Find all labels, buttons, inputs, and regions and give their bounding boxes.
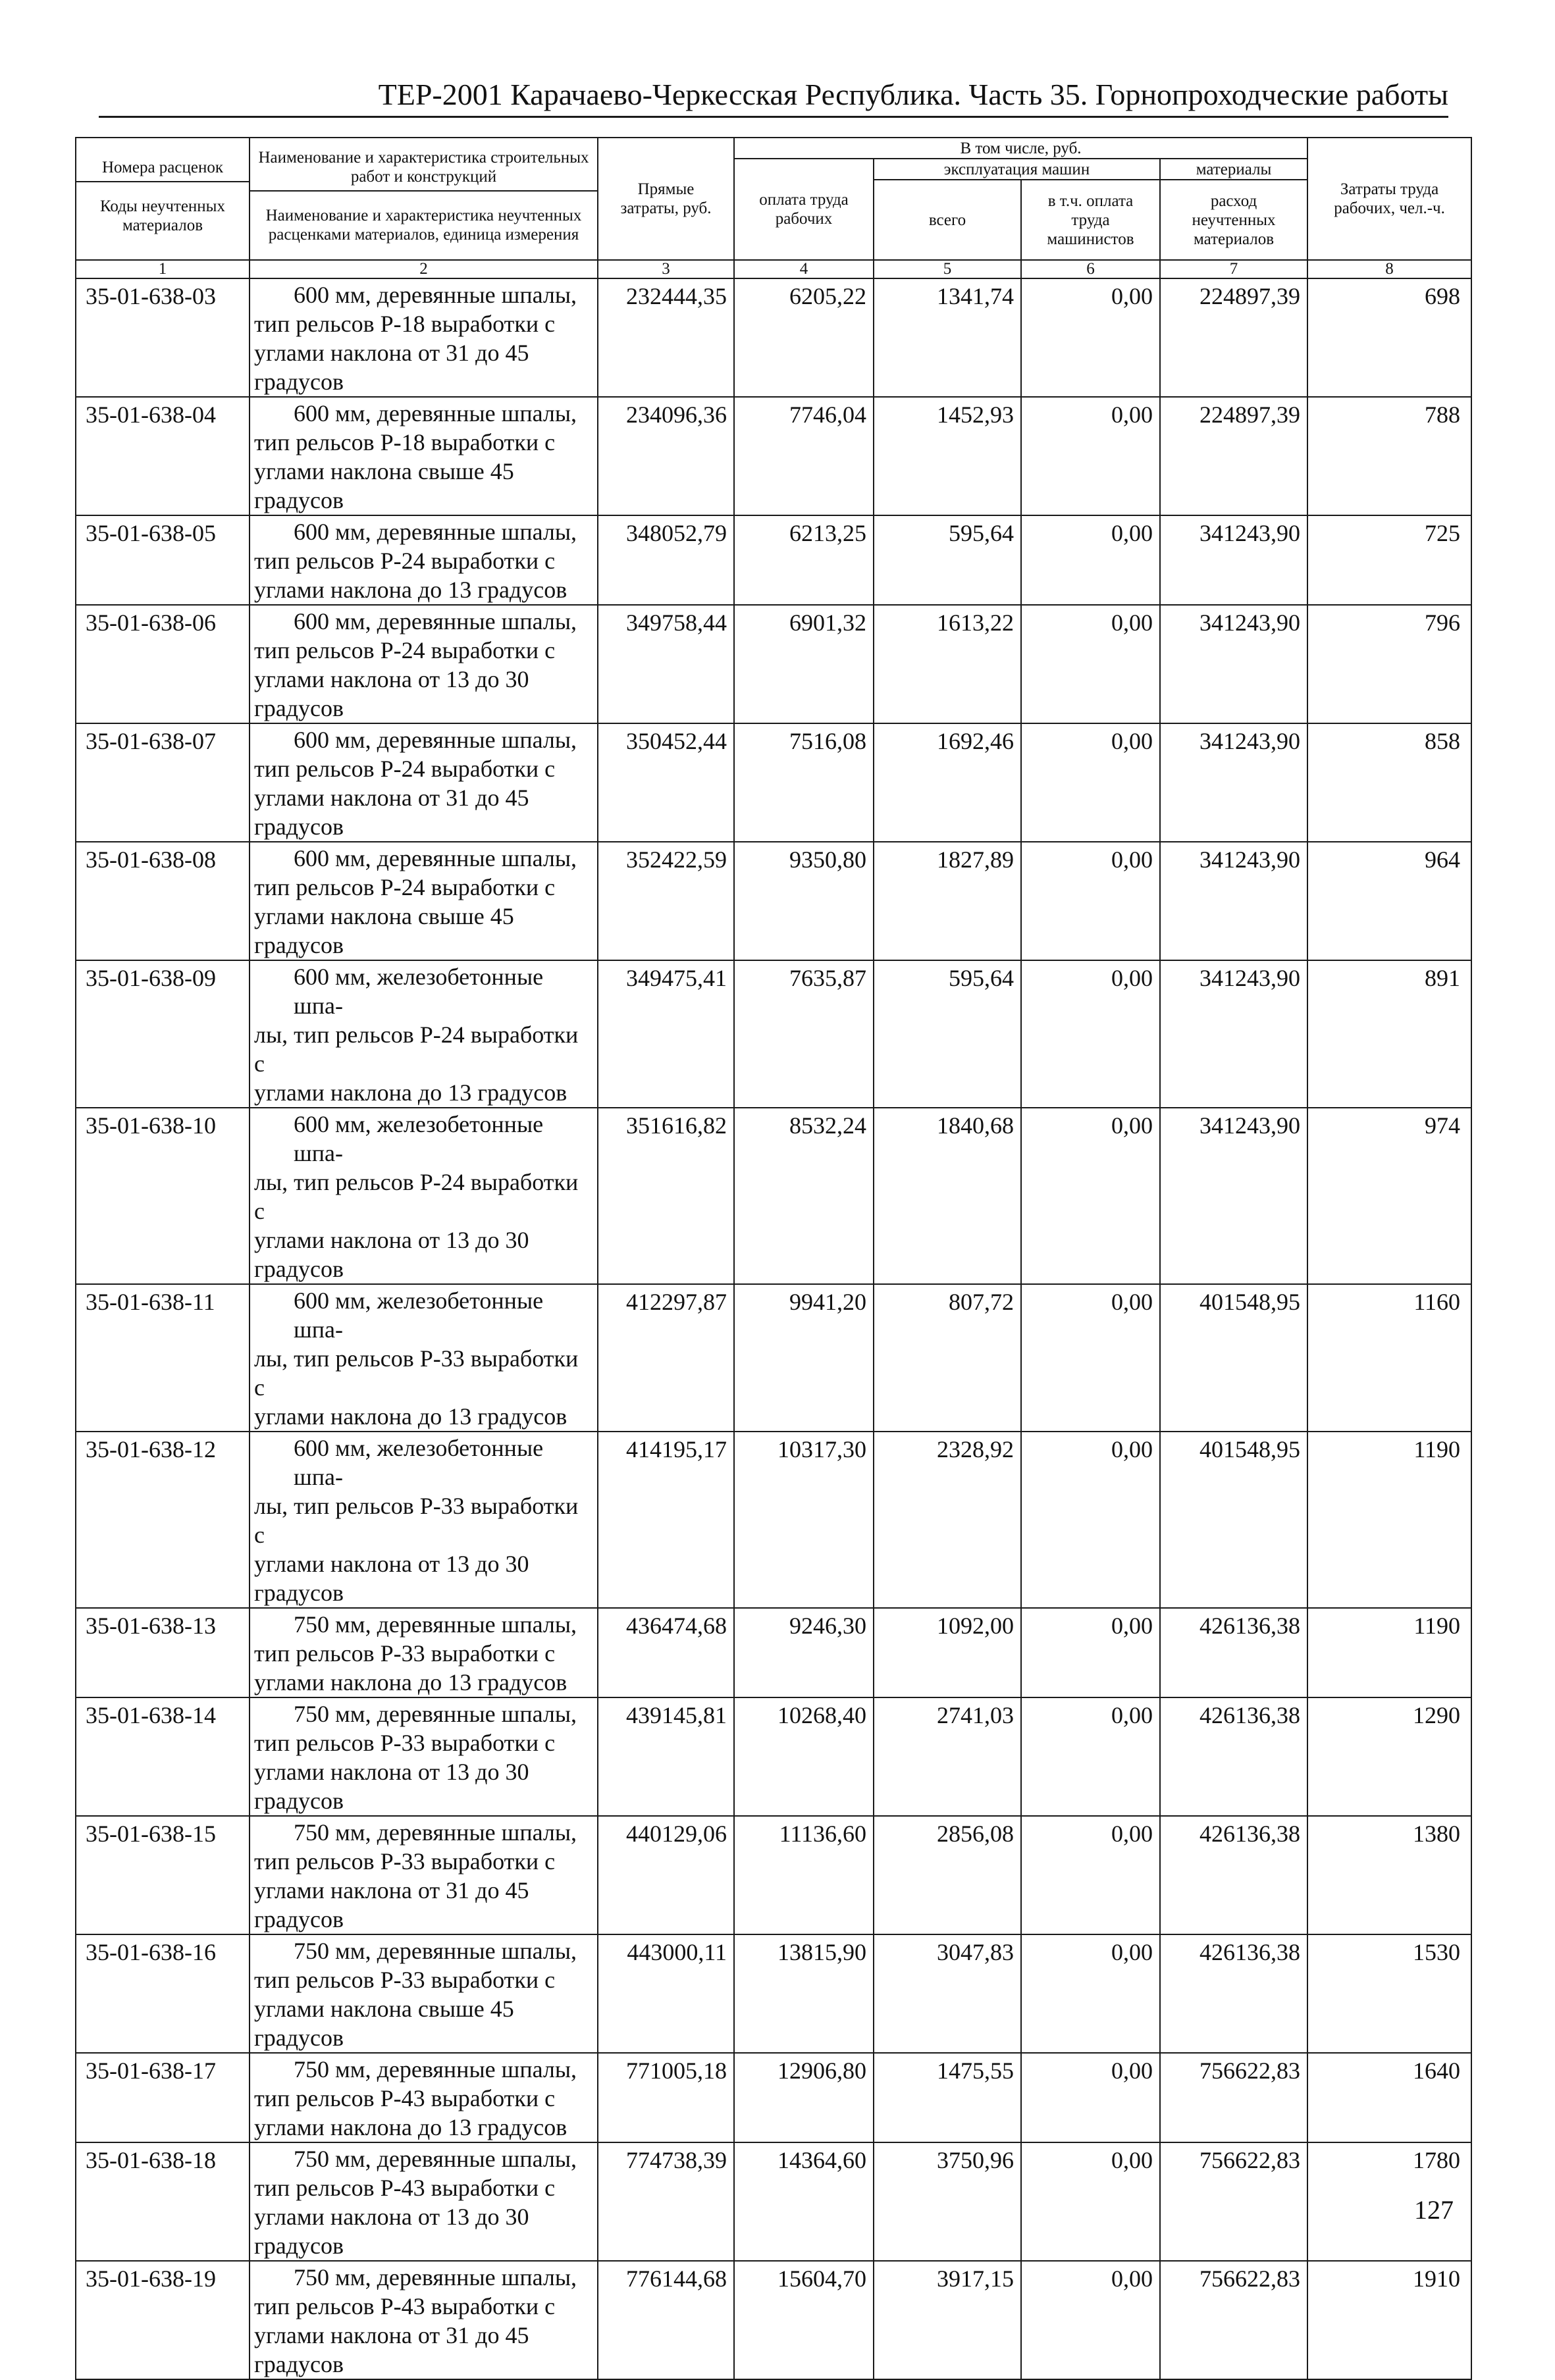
- labor-cost: 796: [1307, 605, 1471, 723]
- work-description-line: градусов: [254, 932, 344, 958]
- work-description-line: градусов: [254, 1580, 344, 1606]
- work-description: [250, 2261, 598, 2379]
- col-number-8: 8: [1307, 260, 1471, 278]
- work-description-line: 600 мм, деревянные шпалы,: [294, 845, 577, 871]
- work-description-line: лы, тип рельсов Р-33 выработки с: [254, 1493, 579, 1548]
- col-number-6: 6: [1021, 260, 1160, 278]
- work-description-line: лы, тип рельсов Р-24 выработки с: [254, 1169, 579, 1224]
- materials-unaccounted: 341243,90: [1160, 1108, 1307, 1284]
- direct-costs: 776144,68: [598, 2261, 734, 2379]
- materials-unaccounted: 401548,95: [1160, 1284, 1307, 1432]
- table-body: [76, 278, 1471, 2379]
- labor-cost: 1780: [1307, 2142, 1471, 2261]
- col-header-machines: эксплуатация машин: [874, 159, 1160, 180]
- labor-cost: 891: [1307, 960, 1471, 1108]
- page-header-title: ТЕР-2001 Карачаево-Черкесская Республика. Часть 35. Горнопроходческие работы: [378, 78, 1448, 111]
- materials-unaccounted: 756622,83: [1160, 2261, 1307, 2379]
- machines-operators-pay: 0,00: [1021, 1934, 1160, 2053]
- direct-costs: 348052,79: [598, 515, 734, 605]
- machines-total: 1092,00: [874, 1608, 1021, 1697]
- work-description-line: 750 мм, деревянные шпалы,: [294, 1938, 577, 1964]
- materials-unaccounted: 401548,95: [1160, 1432, 1307, 1608]
- work-description: [250, 1934, 598, 2053]
- work-description-line: тип рельсов Р-24 выработки с: [254, 874, 556, 900]
- work-description: [250, 2142, 598, 2261]
- rate-code: 35-01-638-14: [76, 1697, 250, 1816]
- work-description-line: углами наклона до 13 градусов: [254, 1079, 567, 1106]
- work-description: [250, 1108, 598, 1284]
- work-description-line: углами наклона от 31 до 45: [254, 785, 529, 811]
- table-row: [76, 397, 1471, 515]
- work-description-line: 600 мм, деревянные шпалы,: [294, 608, 577, 634]
- machines-total: 2741,03: [874, 1697, 1021, 1816]
- work-description-line: градусов: [254, 369, 344, 395]
- table-row: [76, 1108, 1471, 1284]
- rate-code: 35-01-638-13: [76, 1608, 250, 1697]
- direct-costs: 436474,68: [598, 1608, 734, 1697]
- table-row: [76, 1284, 1471, 1432]
- labor-cost: 788: [1307, 397, 1471, 515]
- machines-total: 807,72: [874, 1284, 1021, 1432]
- machines-total: 1475,55: [874, 2053, 1021, 2142]
- labor-cost: 1190: [1307, 1432, 1471, 1608]
- table-row: [76, 2261, 1471, 2379]
- col-header-description-bottom: Наименование и характеристика неучтенных расценками материалов, единица измерения: [250, 190, 597, 253]
- table-row: [76, 1697, 1471, 1816]
- rate-code: 35-01-638-05: [76, 515, 250, 605]
- work-description-line: углами наклона от 13 до 30: [254, 1551, 529, 1577]
- machines-operators-pay: 0,00: [1021, 1608, 1160, 1697]
- work-description-line: градусов: [254, 2233, 344, 2259]
- work-description-line: тип рельсов Р-24 выработки с: [254, 756, 556, 782]
- rate-code: 35-01-638-07: [76, 723, 250, 842]
- direct-costs: 440129,06: [598, 1816, 734, 1934]
- work-description: [250, 723, 598, 842]
- machines-total: 1613,22: [874, 605, 1021, 723]
- labor-pay: 9941,20: [734, 1284, 874, 1432]
- work-description-line: 750 мм, деревянные шпалы,: [294, 1819, 577, 1846]
- direct-costs: 234096,36: [598, 397, 734, 515]
- materials-unaccounted: 426136,38: [1160, 1608, 1307, 1697]
- labor-cost: 858: [1307, 723, 1471, 842]
- machines-total: 1452,93: [874, 397, 1021, 515]
- col-number-1: 1: [76, 260, 250, 278]
- materials-unaccounted: 426136,38: [1160, 1816, 1307, 1934]
- work-description-line: 600 мм, железобетонные шпа-: [294, 964, 544, 1019]
- work-description-line: углами наклона свыше 45: [254, 1996, 514, 2022]
- work-description-line: 750 мм, деревянные шпалы,: [294, 1611, 577, 1638]
- table-row: [76, 605, 1471, 723]
- labor-pay: 12906,80: [734, 2053, 874, 2142]
- materials-unaccounted: 426136,38: [1160, 1934, 1307, 2053]
- work-description-line: градусов: [254, 814, 344, 840]
- machines-total: 2856,08: [874, 1816, 1021, 1934]
- rate-code: 35-01-638-04: [76, 397, 250, 515]
- work-description-line: 600 мм, деревянные шпалы,: [294, 400, 577, 427]
- table-row: [76, 2053, 1471, 2142]
- work-description-line: 750 мм, деревянные шпалы,: [294, 2056, 577, 2082]
- machines-total: 3917,15: [874, 2261, 1021, 2379]
- labor-cost: 964: [1307, 842, 1471, 960]
- work-description-line: углами наклона от 13 до 30: [254, 1759, 529, 1785]
- materials-unaccounted: 756622,83: [1160, 2053, 1307, 2142]
- work-description-line: тип рельсов Р-18 выработки с: [254, 311, 556, 337]
- work-description-line: 600 мм, железобетонные шпа-: [294, 1435, 544, 1490]
- work-description-line: углами наклона от 13 до 30: [254, 2204, 529, 2230]
- work-description-line: тип рельсов Р-43 выработки с: [254, 2085, 556, 2111]
- labor-pay: 10317,30: [734, 1432, 874, 1608]
- labor-pay: 8532,24: [734, 1108, 874, 1284]
- rate-code: 35-01-638-12: [76, 1432, 250, 1608]
- work-description-line: углами наклона свыше 45: [254, 903, 514, 929]
- machines-total: 1692,46: [874, 723, 1021, 842]
- labor-pay: 6205,22: [734, 278, 874, 397]
- labor-pay: 15604,70: [734, 2261, 874, 2379]
- col-header-codes-bottom: Коды неучтенных материалов: [76, 181, 249, 244]
- col-header-description-top: Наименование и характеристика строительных работ и конструкций: [258, 149, 589, 186]
- work-description-line: градусов: [254, 2351, 344, 2377]
- col-header-codes: [76, 138, 250, 260]
- table-row: [76, 1432, 1471, 1608]
- rate-code: 35-01-638-03: [76, 278, 250, 397]
- direct-costs: 232444,35: [598, 278, 734, 397]
- work-description-line: тип рельсов Р-33 выработки с: [254, 1640, 556, 1667]
- col-header-machines-operators: в т.ч. оплата труда машинистов: [1021, 180, 1160, 260]
- work-description: [250, 1284, 598, 1432]
- labor-pay: 7746,04: [734, 397, 874, 515]
- work-description-line: 750 мм, деревянные шпалы,: [294, 1701, 577, 1727]
- col-header-group: В том числе, руб.: [734, 138, 1307, 159]
- table-row: [76, 1934, 1471, 2053]
- labor-pay: 13815,90: [734, 1934, 874, 2053]
- col-number-4: 4: [734, 260, 874, 278]
- work-description-line: тип рельсов Р-33 выработки с: [254, 1848, 556, 1875]
- machines-operators-pay: 0,00: [1021, 2261, 1160, 2379]
- col-header-codes-top: Номера расценок: [101, 158, 224, 176]
- materials-unaccounted: 341243,90: [1160, 723, 1307, 842]
- work-description: [250, 1432, 598, 1608]
- labor-pay: 9350,80: [734, 842, 874, 960]
- col-header-materials: материалы: [1160, 159, 1307, 180]
- machines-operators-pay: 0,00: [1021, 1108, 1160, 1284]
- table-row: [76, 723, 1471, 842]
- labor-pay: 6213,25: [734, 515, 874, 605]
- labor-cost: 1290: [1307, 1697, 1471, 1816]
- work-description: [250, 1697, 598, 1816]
- direct-costs: 349475,41: [598, 960, 734, 1108]
- direct-costs: 771005,18: [598, 2053, 734, 2142]
- col-header-materials-unaccounted: расход неучтенных материалов: [1160, 180, 1307, 260]
- machines-total: 1840,68: [874, 1108, 1021, 1284]
- direct-costs: 443000,11: [598, 1934, 734, 2053]
- work-description-line: углами наклона до 13 градусов: [254, 2114, 567, 2140]
- work-description-line: 600 мм, железобетонные шпа-: [294, 1287, 544, 1343]
- page-number: 127: [1414, 2195, 1454, 2225]
- machines-operators-pay: 0,00: [1021, 1432, 1160, 1608]
- work-description: [250, 1816, 598, 1934]
- materials-unaccounted: 341243,90: [1160, 842, 1307, 960]
- col-number-5: 5: [874, 260, 1021, 278]
- work-description-line: 600 мм, деревянные шпалы,: [294, 519, 577, 545]
- machines-total: 3750,96: [874, 2142, 1021, 2261]
- rate-code: 35-01-638-15: [76, 1816, 250, 1934]
- col-header-labor-cost: Затраты труда рабочих, чел.-ч.: [1307, 138, 1471, 260]
- work-description-line: тип рельсов Р-33 выработки с: [254, 1730, 556, 1756]
- direct-costs: 412297,87: [598, 1284, 734, 1432]
- work-description: [250, 605, 598, 723]
- table-row: [76, 960, 1471, 1108]
- work-description-line: углами наклона свыше 45: [254, 458, 514, 484]
- labor-cost: 1910: [1307, 2261, 1471, 2379]
- labor-cost: 1380: [1307, 1816, 1471, 1934]
- work-description-line: градусов: [254, 1788, 344, 1814]
- machines-operators-pay: 0,00: [1021, 842, 1160, 960]
- work-description-line: градусов: [254, 487, 344, 513]
- table-row: [76, 1816, 1471, 1934]
- labor-cost: 725: [1307, 515, 1471, 605]
- col-number-7: 7: [1160, 260, 1307, 278]
- labor-pay: 11136,60: [734, 1816, 874, 1934]
- machines-total: 1827,89: [874, 842, 1021, 960]
- materials-unaccounted: 224897,39: [1160, 397, 1307, 515]
- machines-operators-pay: 0,00: [1021, 605, 1160, 723]
- work-description-line: тип рельсов Р-24 выработки с: [254, 548, 556, 574]
- work-description-line: углами наклона до 13 градусов: [254, 1403, 567, 1430]
- work-description-line: углами наклона от 13 до 30: [254, 666, 529, 692]
- machines-operators-pay: 0,00: [1021, 2053, 1160, 2142]
- machines-operators-pay: 0,00: [1021, 723, 1160, 842]
- work-description: [250, 278, 598, 397]
- direct-costs: 351616,82: [598, 1108, 734, 1284]
- labor-pay: 14364,60: [734, 2142, 874, 2261]
- work-description-line: 600 мм, деревянные шпалы,: [294, 727, 577, 753]
- work-description: [250, 2053, 598, 2142]
- work-description-line: углами наклона от 31 до 45: [254, 340, 529, 366]
- col-header-description: [250, 138, 598, 260]
- rate-code: 35-01-638-08: [76, 842, 250, 960]
- rate-code: 35-01-638-16: [76, 1934, 250, 2053]
- work-description-line: углами наклона до 13 градусов: [254, 1669, 567, 1695]
- machines-operators-pay: 0,00: [1021, 278, 1160, 397]
- table-row: [76, 515, 1471, 605]
- rate-code: 35-01-638-10: [76, 1108, 250, 1284]
- machines-operators-pay: 0,00: [1021, 1284, 1160, 1432]
- work-description: [250, 1608, 598, 1697]
- work-description-line: градусов: [254, 1906, 344, 1932]
- rate-code: 35-01-638-19: [76, 2261, 250, 2379]
- rate-code: 35-01-638-17: [76, 2053, 250, 2142]
- work-description-line: углами наклона от 31 до 45: [254, 1877, 529, 1903]
- labor-pay: 10268,40: [734, 1697, 874, 1816]
- materials-unaccounted: 341243,90: [1160, 960, 1307, 1108]
- labor-pay: 7516,08: [734, 723, 874, 842]
- rate-code: 35-01-638-18: [76, 2142, 250, 2261]
- work-description-line: тип рельсов Р-24 выработки с: [254, 637, 556, 663]
- work-description-line: лы, тип рельсов Р-24 выработки с: [254, 1022, 579, 1077]
- work-description: [250, 960, 598, 1108]
- materials-unaccounted: 426136,38: [1160, 1697, 1307, 1816]
- work-description-line: градусов: [254, 2025, 344, 2051]
- direct-costs: 349758,44: [598, 605, 734, 723]
- work-description-line: тип рельсов Р-33 выработки с: [254, 1967, 556, 1993]
- direct-costs: 774738,39: [598, 2142, 734, 2261]
- labor-pay: 6901,32: [734, 605, 874, 723]
- work-description-line: 600 мм, железобетонные шпа-: [294, 1111, 544, 1166]
- work-description-line: 750 мм, деревянные шпалы,: [294, 2146, 577, 2172]
- work-description-line: углами наклона от 13 до 30: [254, 1227, 529, 1253]
- work-description-line: тип рельсов Р-18 выработки с: [254, 429, 556, 455]
- materials-unaccounted: 341243,90: [1160, 605, 1307, 723]
- labor-cost: 1190: [1307, 1608, 1471, 1697]
- direct-costs: 439145,81: [598, 1697, 734, 1816]
- machines-total: 3047,83: [874, 1934, 1021, 2053]
- table-row: [76, 278, 1471, 397]
- machines-total: 595,64: [874, 960, 1021, 1108]
- materials-unaccounted: 224897,39: [1160, 278, 1307, 397]
- table-row: [76, 842, 1471, 960]
- materials-unaccounted: 756622,83: [1160, 2142, 1307, 2261]
- machines-operators-pay: 0,00: [1021, 2142, 1160, 2261]
- work-description-line: тип рельсов Р-43 выработки с: [254, 2175, 556, 2201]
- labor-cost: 1160: [1307, 1284, 1471, 1432]
- rate-code: 35-01-638-06: [76, 605, 250, 723]
- machines-operators-pay: 0,00: [1021, 397, 1160, 515]
- work-description: [250, 397, 598, 515]
- labor-cost: 974: [1307, 1108, 1471, 1284]
- rate-code: 35-01-638-09: [76, 960, 250, 1108]
- table-row: [76, 2142, 1471, 2261]
- machines-operators-pay: 0,00: [1021, 1816, 1160, 1934]
- labor-cost: 1640: [1307, 2053, 1471, 2142]
- work-description-line: градусов: [254, 695, 344, 721]
- labor-cost: 1530: [1307, 1934, 1471, 2053]
- labor-pay: 7635,87: [734, 960, 874, 1108]
- machines-total: 2328,92: [874, 1432, 1021, 1608]
- direct-costs: 414195,17: [598, 1432, 734, 1608]
- rate-code: 35-01-638-11: [76, 1284, 250, 1432]
- work-description-line: 750 мм, деревянные шпалы,: [294, 2264, 577, 2290]
- machines-operators-pay: 0,00: [1021, 515, 1160, 605]
- price-table: [75, 137, 1472, 2380]
- direct-costs: 350452,44: [598, 723, 734, 842]
- col-header-machines-total: всего: [874, 180, 1021, 260]
- work-description-line: углами наклона от 31 до 45: [254, 2322, 529, 2348]
- col-header-labor-pay: оплата труда рабочих: [734, 159, 874, 260]
- col-header-direct-costs: Прямые затраты, руб.: [598, 138, 734, 260]
- work-description: [250, 842, 598, 960]
- table-row: [76, 1608, 1471, 1697]
- labor-cost: 698: [1307, 278, 1471, 397]
- work-description: [250, 515, 598, 605]
- work-description-line: градусов: [254, 1256, 344, 1282]
- work-description-line: тип рельсов Р-43 выработки с: [254, 2293, 556, 2319]
- machines-total: 595,64: [874, 515, 1021, 605]
- machines-total: 1341,74: [874, 278, 1021, 397]
- col-number-2: 2: [250, 260, 598, 278]
- page-header: [99, 74, 1448, 118]
- work-description-line: углами наклона до 13 градусов: [254, 577, 567, 603]
- machines-operators-pay: 0,00: [1021, 1697, 1160, 1816]
- work-description-line: 600 мм, деревянные шпалы,: [294, 282, 577, 308]
- machines-operators-pay: 0,00: [1021, 960, 1160, 1108]
- col-number-3: 3: [598, 260, 734, 278]
- work-description-line: лы, тип рельсов Р-33 выработки с: [254, 1345, 579, 1401]
- materials-unaccounted: 341243,90: [1160, 515, 1307, 605]
- labor-pay: 9246,30: [734, 1608, 874, 1697]
- direct-costs: 352422,59: [598, 842, 734, 960]
